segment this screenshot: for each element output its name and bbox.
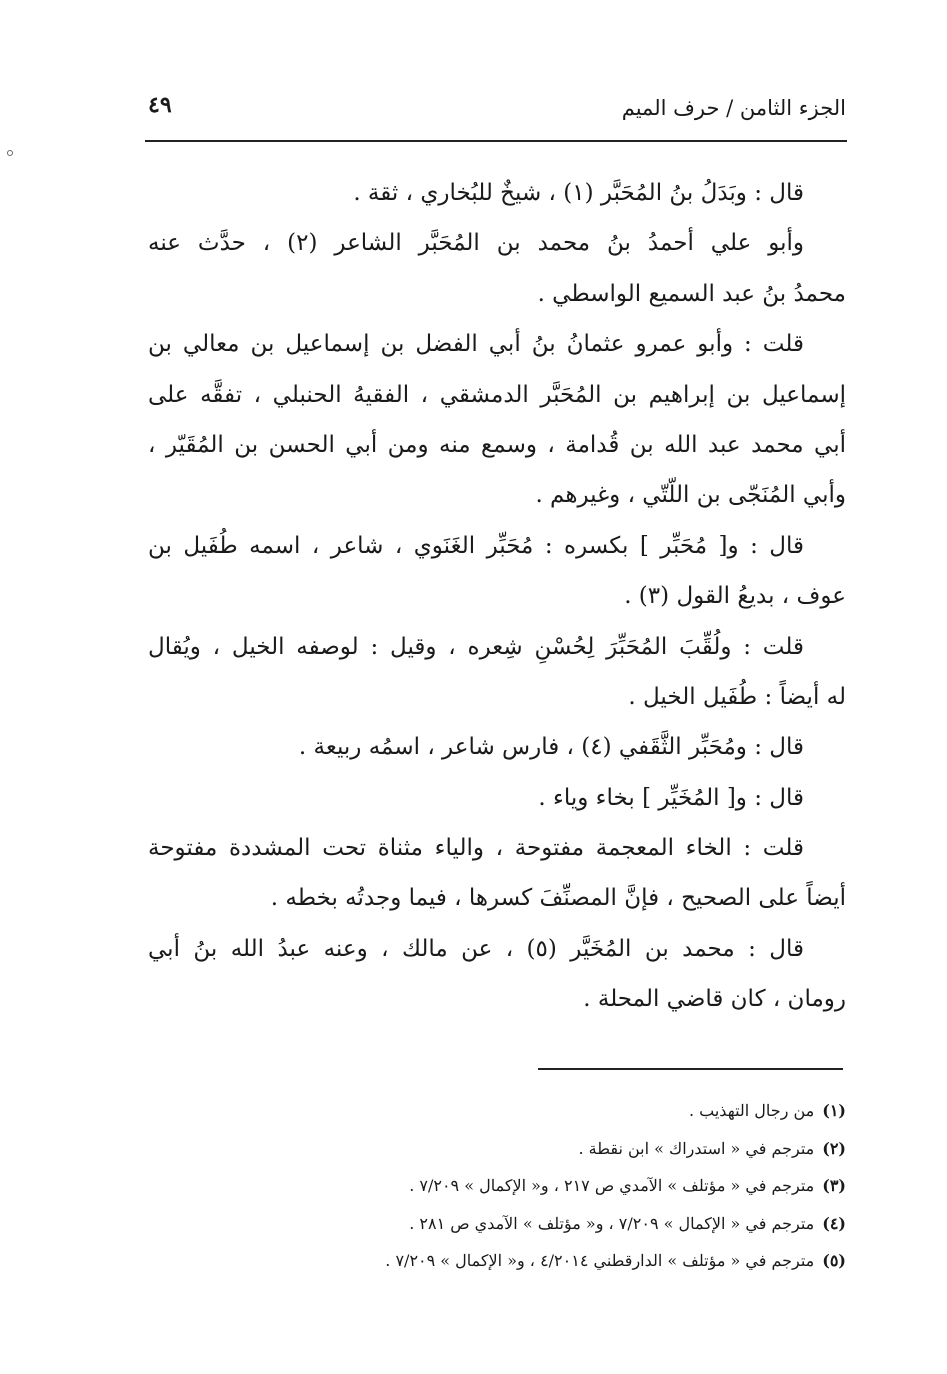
footnote-number: (٤) <box>822 1213 846 1233</box>
text-line: له أيضاً : طُفَيل الخيل . <box>628 683 846 710</box>
footnote-text: مترجم في « مؤتلف » الآمدي ص ٢١٧ ، و« الإكمال » ٧/٢٠٩ . <box>409 1176 815 1195</box>
footnote-number: (٥) <box>822 1251 846 1270</box>
footnote <box>148 1130 846 1168</box>
page-number: ٤٩ <box>148 92 172 118</box>
footnote-number: (٢) <box>822 1138 846 1158</box>
footnote-number: (١) <box>822 1101 846 1120</box>
text-line: وأبو علي أحمدُ بنُ محمد بن المُحَبَّر الشاعر (٢) ، حدَّث عنه <box>148 230 804 257</box>
footnote-text: مترجم في « الإكمال » ٧/٢٠٩ ، و« مؤتلف » الآمدي ص ٢٨١ . <box>409 1213 815 1233</box>
footnote <box>148 1167 846 1205</box>
text-line: قلت : ولُقِّبَ المُحَبِّرَ لِحُسْنِ شِعره ، وقيل : لوصفه الخيل ، ويُقال <box>148 633 804 660</box>
text-line: أيضاً على الصحيح ، فإنَّ المصنِّفَ كسرها ، فيما وجدتُه بخطه . <box>270 885 846 912</box>
text-line: قال : ومُحَبِّر الثَّقَفي (٤) ، فارس شاعر ، اسمُه ربيعة . <box>298 734 804 761</box>
text-line: رومان ، كان قاضي المحلة . <box>583 986 846 1013</box>
margin-dot <box>7 150 13 156</box>
footnote <box>148 1205 846 1243</box>
text-line: أبي محمد عبد الله بن قُدامة ، وسمع منه ومن أبي الحسن بن المُقَيّر ، <box>148 431 846 458</box>
text-line: إسماعيل بن إبراهيم بن المُحَبَّر الدمشقي ، الفقيهُ الحنبلي ، تفقَّه على <box>148 381 846 408</box>
footnote-text: من رجال التهذيب . <box>688 1101 815 1120</box>
footnote-text: مترجم في « استدراك » ابن نقطة . <box>578 1138 815 1158</box>
text-line: وأبي المُنَجّى بن اللّتّي ، وغيرهم . <box>535 482 846 509</box>
footnote <box>148 1242 846 1280</box>
main-text <box>148 168 846 1025</box>
footnotes <box>148 1092 846 1280</box>
text-line: قلت : الخاء المعجمة مفتوحة ، والياء مثناة تحت المشددة مفتوحة <box>148 835 804 862</box>
footnote-number: (٣) <box>822 1176 846 1195</box>
text-line: قال : وبَدَلُ بنُ المُحَبَّر (١) ، شيخٌ للبُخاري ، ثقة . <box>353 180 804 206</box>
header-rule <box>145 140 847 142</box>
footnote-text: مترجم في « مؤتلف » الدارقطني ٤/٢٠١٤ ، و« الإكمال » ٧/٢٠٩ . <box>385 1251 815 1270</box>
text-line: محمدُ بنُ عبد السميع الواسطي . <box>537 280 846 307</box>
text-line: قال : محمد بن المُخَيَّر (٥) ، عن مالك ، وعنه عبدُ الله بنُ أبي <box>148 935 805 962</box>
footnote <box>148 1092 846 1130</box>
text-line: قال : و[ المُخَيِّر ] بخاء وياء . <box>538 784 804 811</box>
page-header <box>148 88 846 128</box>
running-title: الجزء الثامن / حرف الميم <box>621 96 846 120</box>
text-line: قلت : وأبو عمرو عثمانُ بنُ أبي الفضل بن إسماعيل بن معالي بن <box>148 331 804 358</box>
footnote-rule <box>538 1068 843 1070</box>
text-line: عوف ، بديعُ القول (٣) . <box>624 583 846 610</box>
text-line: قال : و[ مُحَبِّر ] بكسره : مُحَبِّر الغَنَوي ، شاعر ، اسمه طُفَيل بن <box>148 532 804 559</box>
